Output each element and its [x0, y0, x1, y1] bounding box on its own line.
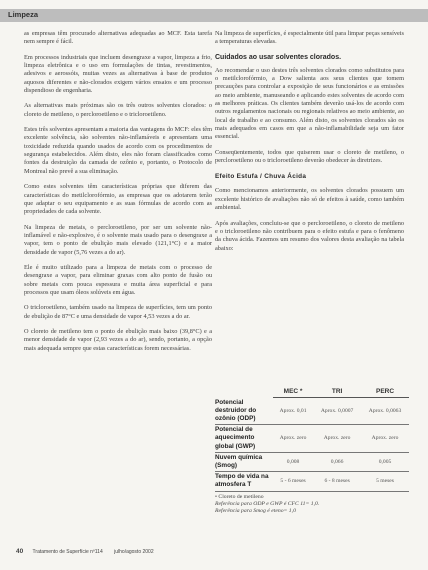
right-paragraph-3: Como mencionamos anteriormente, os solventes clorados possuem um excelente histórico de avaliações não só de efeitos à saúde, como também ambiental. — [215, 187, 404, 212]
left-column — [24, 30, 212, 360]
table-note-smog: Referência para Smog é eteno= 1,0 — [215, 508, 296, 515]
table-note-mec: • Cloreto de metileno — [215, 493, 264, 500]
comparison-table-wrap — [215, 387, 409, 516]
table-note-odp-gwp: Referência para ODP e GWP é CFC 11= 1,0. — [215, 500, 320, 507]
comparison-table — [215, 387, 409, 492]
left-paragraph-7: Ele é muito utilizado para a limpeza de metais com o processo de desengraxe a vapor, para eliminar graxas com alto ponto de fusão ou sobre metais com pouca espessura e muita área superficial e para processos que usam óleos solúveis em água. — [24, 263, 212, 296]
table-header-perc: PERC — [361, 387, 409, 398]
table-cell-property: Potencial de aquecimento global (GWP) — [215, 425, 273, 453]
right-column — [215, 30, 404, 260]
table-row — [215, 472, 409, 491]
left-paragraph-3: As alternativas mais próximas são os três outros solventes clorados: o cloreto de metileno, o percloroetileno e o tricloroetileno. — [24, 102, 212, 118]
header-bar — [0, 9, 428, 22]
table-cell-mec: Aprox. 0,01 — [273, 398, 313, 425]
table-cell-tri: Aprox. 0,0007 — [313, 398, 361, 425]
right-intro: Na limpeza de superfícies, é especialmente útil para limpar peças sensíveis a temperaturas elevadas. — [215, 30, 404, 46]
table-cell-property: Tempo de vida na atmosfera T — [215, 472, 273, 491]
table-notes — [215, 494, 409, 516]
table-cell-mec: Aprox. zero — [273, 425, 313, 453]
heading-efeito-estufa-part-a: Efeito Estufa — [215, 173, 258, 181]
left-paragraph-4: Estes três solventes apresentam a maioria das vantagens do MCF: eles têm excelente solvência, são solventes não-inflamáveis e apresentam uma toxicidade reduzida quando usados de acordo com os procedimentos de segurança estabelecidos. Além disto, eles não foram classificados como fontes da destruição da camada de ozônio e, portanto, o Protocolo de Montreal não prevê a sua eliminação. — [24, 126, 212, 175]
right-paragraph-2: Conseqüentemente, todos que quiserem usar o cloreto de metileno, o percloroetileno ou o tricloroetileno deverão obedecer às diretrizes. — [215, 148, 404, 165]
footer — [16, 548, 164, 555]
left-paragraph-9: O cloreto de metileno tem o ponto de ebulição mais baixo (39,8°C) e a menor densidade de vapor (2,93 vezes a do ar), sendo, portanto, a opção mais adequada sempre que estas características forem necessárias. — [24, 327, 212, 352]
table-cell-perc: 0,005 — [361, 452, 409, 471]
table-cell-property: Potencial destruidor do ozônio (ODP) — [215, 398, 273, 425]
table-cell-tri: Aprox. zero — [313, 425, 361, 453]
table-cell-perc: Aprox. 0,0063 — [361, 398, 409, 425]
table-row — [215, 425, 409, 453]
table-cell-perc: Aprox. zero — [361, 425, 409, 453]
footer-date: julho/agosto 2002 — [114, 549, 154, 555]
heading-separator: / — [257, 173, 265, 181]
table-cell-mec: 5 - 6 meses — [273, 472, 313, 491]
table-cell-mec: 0,008 — [273, 452, 313, 471]
left-paragraph-6: Na limpeza de metais, o percloroetileno, por ser um solvente não-inflamável e não-explosivo, é o solvente mais usado para o desengraxe a vapor, tem o ponto de ebulição mais elevado (121,1°C) e a maior densidade de vapor (5,76 vezes a do ar). — [24, 223, 212, 256]
right-paragraph-1: Ao recomendar o uso destes três solventes clorados como substitutos para o metilclorofórmio, a Dow salienta aos seus clientes que tomem precauções para controlar a exposição de seus funcionários e as emissões ao meio ambiente, manuseando e aplicando estes solventes de acordo com as melhores práticas. Os clientes também deverão usá-los de acordo com outros regulamentos nacionais ou regionais relativos ao meio ambiente, ao local de trabalho e ao consumo. Além disto, os solventes clorados são os mais adequados em casos em que a não-inflamabilidade seja um fator essencial. — [215, 66, 404, 141]
table-row — [215, 398, 409, 425]
heading-cuidados: Cuidados ao usar solventes clorados. — [215, 53, 342, 61]
section-label: Limpeza — [8, 10, 39, 19]
table-header-tri: TRI — [313, 387, 361, 398]
table-row — [215, 452, 409, 471]
table-header-mec: MEC * — [273, 387, 313, 398]
left-paragraph-8: O tricloroetileno, também usado na limpeza de superfícies, tem um ponto de ebulição de 87°C e uma densidade de vapor 4,53 vezes a do ar. — [24, 304, 212, 320]
table-cell-property: Nuvem química (Smog) — [215, 452, 273, 471]
heading-efeito-estufa-part-b: Chuva Ácida — [264, 173, 307, 181]
left-paragraph-1: as empresas têm procurado alternativas adequadas ao MCF. Esta tarefa nem sempre é fácil. — [24, 30, 212, 46]
heading-efeito-estufa — [215, 173, 404, 180]
right-paragraph-4: Após avaliações, concluiu-se que o percloroetileno, o cloreto de metileno e o tricloroetileno não contribuem para o efeito estufa e para o fenômeno da chuva ácida. Fazemos um resumo dos valores desta avaliação na tabela abaixo: — [215, 219, 404, 252]
table-cell-tri: 0,066 — [313, 452, 361, 471]
left-paragraph-2: Em processos industriais que incluem desengraxe a vapor, limpeza a frio, limpeza eletrônica e o uso em formulações de tintas, revestimentos, adesivos e aerossóis, muitas vezes as alternativas à base de produtos aquosos diferentes e não-clorados exigem vários ensaios e um processo dispendioso de engenharia. — [24, 53, 212, 95]
table-header-row — [215, 387, 409, 398]
table-cell-tri: 6 - 8 meses — [313, 472, 361, 491]
table-header-property — [215, 387, 273, 398]
table-cell-perc: 5 meses — [361, 472, 409, 491]
left-paragraph-5: Como estes solventes têm características próprias que diferem das características do metilclorofórmio, as empresas que os adotarem terão que adaptar o seu equipamento e as suas fórmulas de acordo com as propriedades de cada solvente. — [24, 183, 212, 216]
page-number: 40 — [16, 548, 24, 555]
footer-magazine: Tratamento de Superfície nº114 — [32, 549, 103, 555]
